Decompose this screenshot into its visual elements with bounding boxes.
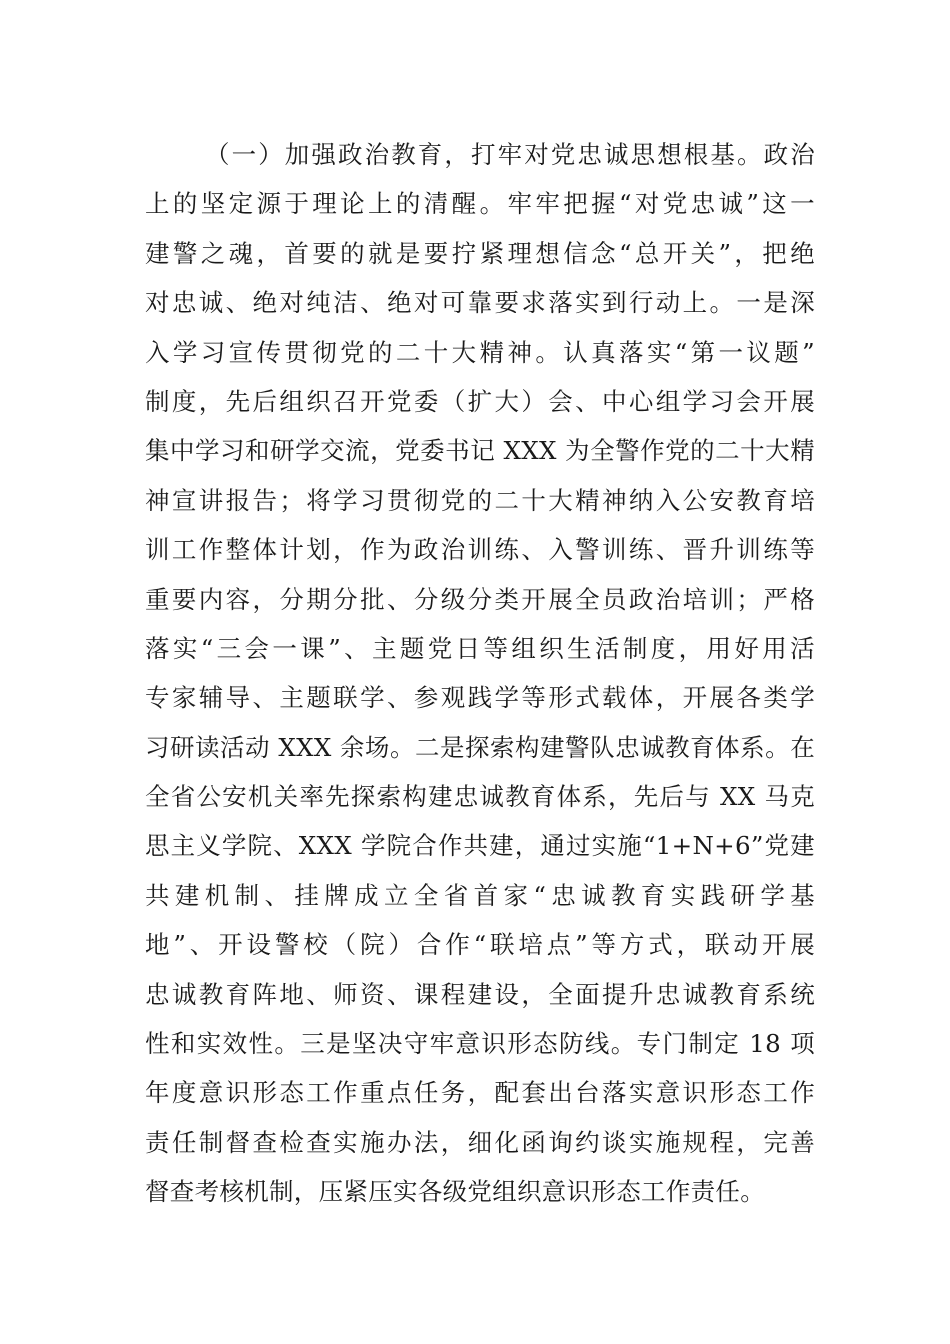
paragraph-line: 全省公安机关率先探索构建忠诚教育体系，先后与 XX 马克	[145, 782, 815, 812]
paragraph-line: 性和实效性。三是坚决守牢意识形态防线。专门制定 18 项	[145, 1029, 815, 1059]
paragraph-line: 神宣讲报告；将学习贯彻党的二十大精神纳入公安教育培	[145, 485, 815, 515]
paragraph-line: 责任制督查检查实施办法，细化函询约谈实施规程，完善	[145, 1127, 815, 1157]
paragraph-line: 地”、开设警校（院）合作“联培点”等方式，联动开展	[145, 930, 815, 960]
paragraph-line: 制度，先后组织召开党委（扩大）会、中心组学习会开展	[145, 386, 815, 416]
paragraph-line: 集中学习和研学交流，党委书记 XXX 为全警作党的二十大精	[145, 436, 815, 466]
paragraph-line: 重要内容，分期分批、分级分类开展全员政治培训；严格	[145, 584, 815, 614]
paragraph-line: 训工作整体计划，作为政治训练、入警训练、晋升训练等	[145, 535, 815, 565]
paragraph-line: 专家辅导、主题联学、参观践学等形式载体，开展各类学	[145, 683, 815, 713]
paragraph-line: 上的坚定源于理论上的清醒。牢牢把握“对党忠诚”这一	[145, 189, 815, 219]
paragraph-line: （一）加强政治教育，打牢对党忠诚思想根基。政治	[205, 140, 815, 169]
body-paragraph	[145, 130, 815, 1217]
paragraph-line: 入学习宣传贯彻党的二十大精神。认真落实“第一议题”	[145, 337, 815, 367]
paragraph-line: 督查考核机制，压紧压实各级党组织意识形态工作责任。	[145, 1177, 765, 1207]
paragraph-line: 共建机制、挂牌成立全省首家“忠诚教育实践研学基	[145, 880, 815, 910]
paragraph-line: 忠诚教育阵地、师资、课程建设，全面提升忠诚教育系统	[145, 979, 815, 1009]
paragraph-line: 思主义学院、XXX 学院合作共建，通过实施“1+N+6”党建	[145, 831, 815, 861]
paragraph-line: 对忠诚、绝对纯洁、绝对可靠要求落实到行动上。一是深	[145, 288, 815, 318]
paragraph-line: 习研读活动 XXX 余场。二是探索构建警队忠诚教育体系。在	[145, 732, 815, 762]
paragraph-line: 落实“三会一课”、主题党日等组织生活制度，用好用活	[145, 633, 815, 663]
paragraph-line: 年度意识形态工作重点任务，配套出台落实意识形态工作	[145, 1078, 815, 1108]
paragraph-line: 建警之魂，首要的就是要拧紧理想信念“总开关”，把绝	[145, 238, 815, 268]
